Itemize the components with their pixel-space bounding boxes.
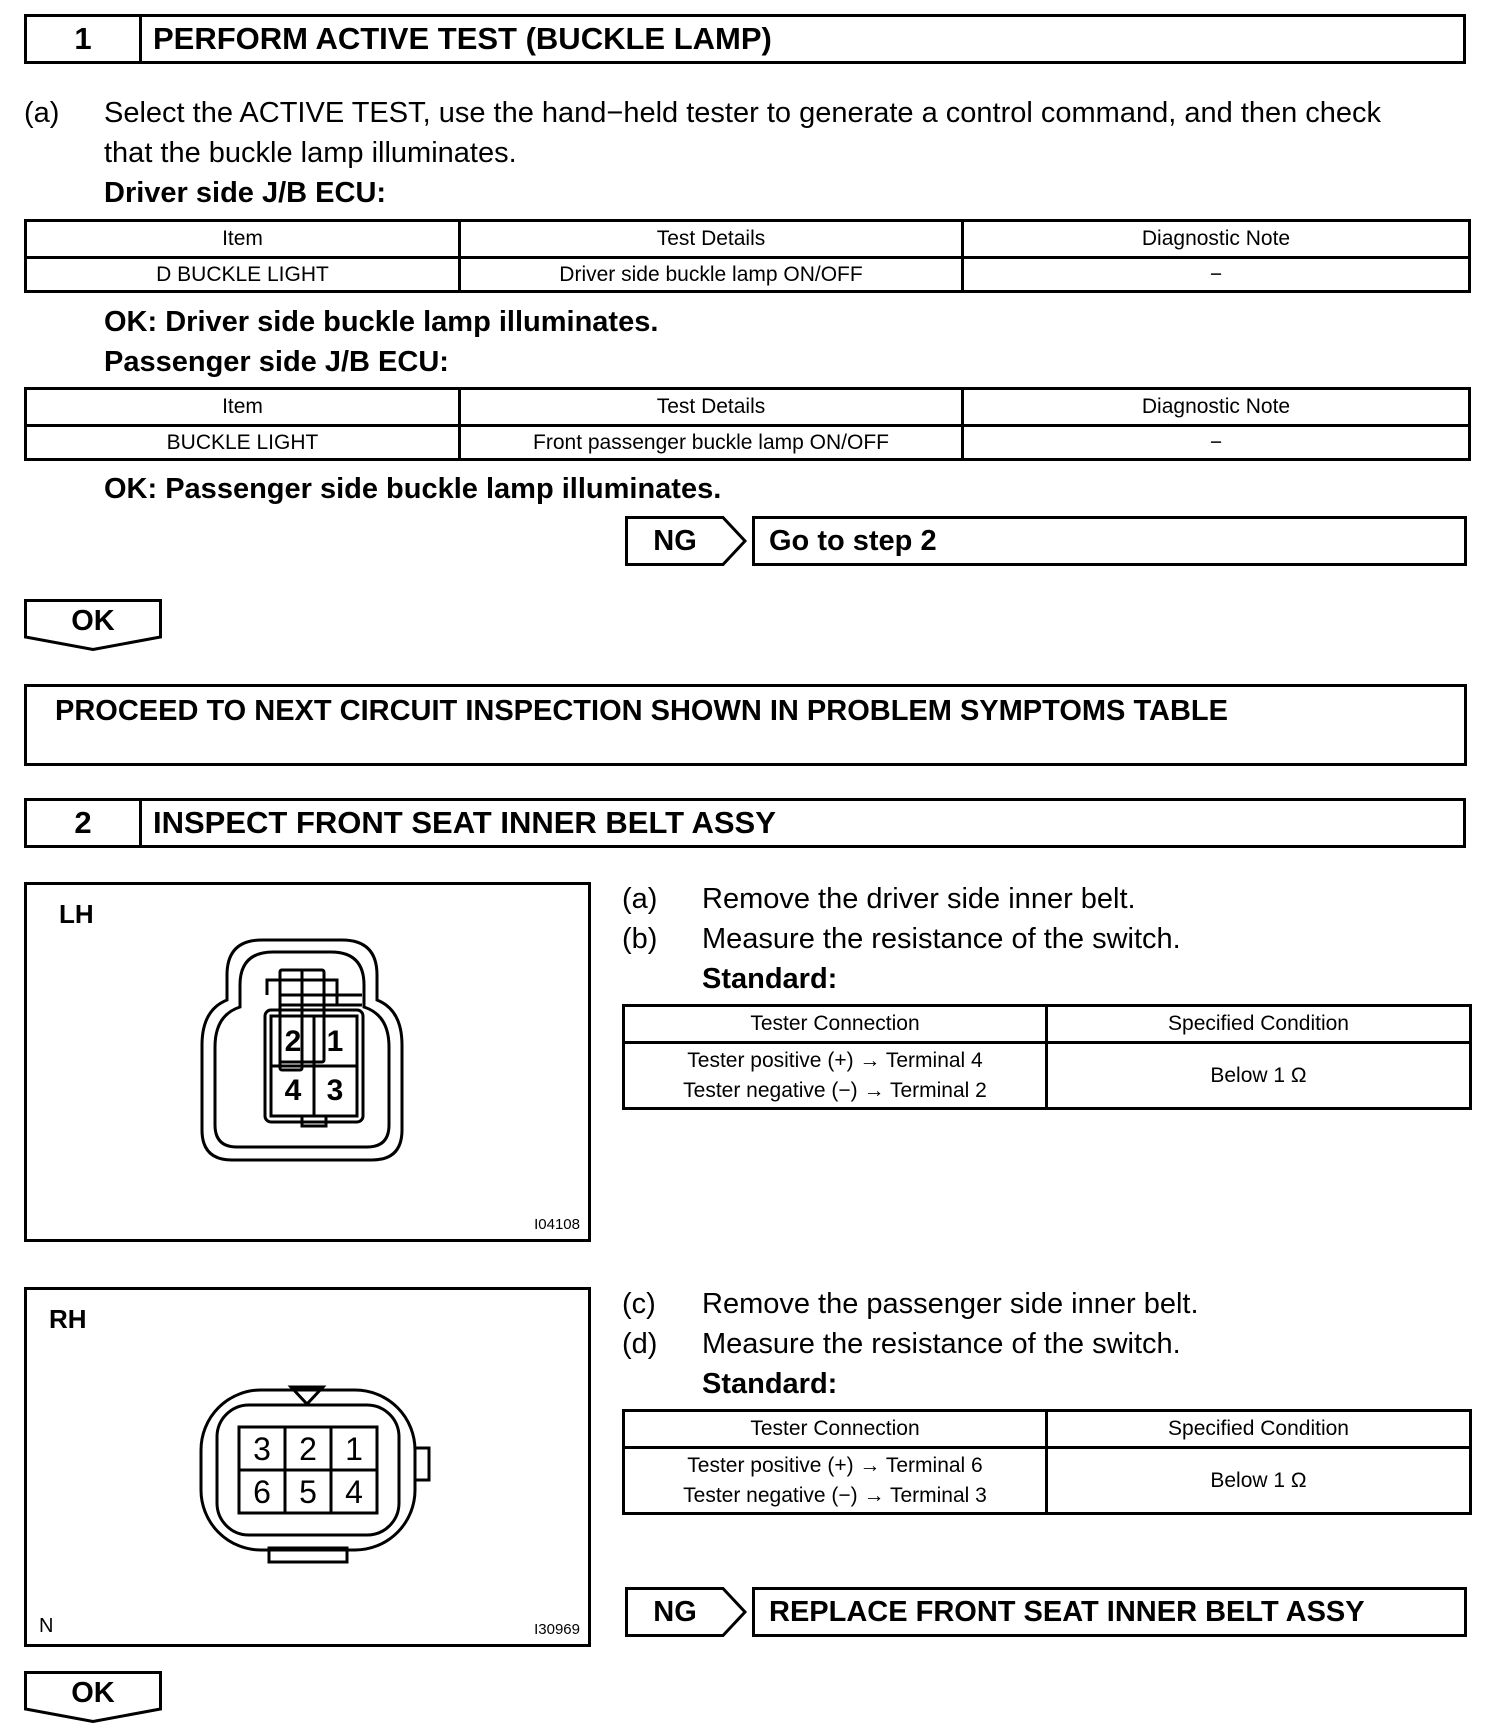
ng-label: NG bbox=[653, 1595, 697, 1628]
standard-heading-1: Standard: bbox=[702, 963, 838, 995]
conn-line-negative: Tester negative (−) → Terminal 3 bbox=[683, 1483, 987, 1507]
passenger-ok-text: OK: Passenger side buckle lamp illuminates. bbox=[104, 473, 722, 505]
header-item: Item bbox=[26, 221, 460, 258]
conn-line-negative: Tester negative (−) → Terminal 2 bbox=[683, 1078, 987, 1102]
step2-ng-branch bbox=[625, 1587, 1467, 1637]
rh-pin-2: 2 bbox=[299, 1430, 317, 1467]
step2-c-text: Remove the passenger side inner belt. bbox=[702, 1288, 1199, 1320]
step2-number: 2 bbox=[27, 801, 142, 845]
cell-diagnostic-note: − bbox=[963, 258, 1470, 292]
lh-pin-4: 4 bbox=[284, 1074, 302, 1107]
rh-pin-6: 6 bbox=[253, 1473, 271, 1510]
cell-test-details: Driver side buckle lamp ON/OFF bbox=[460, 258, 963, 292]
step1-ok-badge bbox=[24, 599, 162, 651]
lh-label: LH bbox=[59, 899, 94, 929]
ok-label: OK bbox=[71, 1676, 115, 1709]
ok-label: OK bbox=[71, 604, 115, 637]
proceed-text: PROCEED TO NEXT CIRCUIT INSPECTION SHOWN IN PROBLEM SYMPTOMS TABLE bbox=[55, 695, 1228, 727]
step2-d-text: Measure the resistance of the switch. bbox=[702, 1328, 1181, 1360]
rh-label: RH bbox=[49, 1304, 87, 1334]
cell-specified-condition: Below 1 Ω bbox=[1047, 1448, 1471, 1514]
step1-number: 1 bbox=[27, 17, 142, 61]
passenger-side-table bbox=[24, 387, 1471, 461]
header-item: Item bbox=[26, 389, 460, 426]
ng-replace-belt: REPLACE FRONT SEAT INNER BELT ASSY bbox=[752, 1587, 1467, 1637]
step1-ng-branch bbox=[625, 516, 1467, 566]
lh-pin-1: 1 bbox=[326, 1025, 344, 1058]
table-row bbox=[26, 426, 1470, 460]
driver-side-table bbox=[24, 219, 1471, 293]
step2-b-text: Measure the resistance of the switch. bbox=[702, 923, 1181, 955]
table-header-row bbox=[624, 1411, 1471, 1448]
lh-connector-figure bbox=[24, 882, 591, 1242]
cell-diagnostic-note: − bbox=[963, 426, 1470, 460]
step2-a-text: Remove the driver side inner belt. bbox=[702, 883, 1136, 915]
rh-corner-mark: N bbox=[39, 1615, 54, 1637]
step2-d-marker: (d) bbox=[622, 1328, 658, 1360]
standard-heading-2: Standard: bbox=[702, 1368, 838, 1400]
cell-tester-connection bbox=[624, 1043, 1047, 1109]
cell-tester-connection bbox=[624, 1448, 1047, 1514]
header-test-details: Test Details bbox=[460, 221, 963, 258]
conn-line-positive: Tester positive (+) → Terminal 6 bbox=[687, 1453, 983, 1477]
cell-item: BUCKLE LIGHT bbox=[26, 426, 460, 460]
driver-ok-text: OK: Driver side buckle lamp illuminates. bbox=[104, 306, 659, 338]
ng-label: NG bbox=[653, 524, 697, 557]
resistance-table-lh bbox=[622, 1004, 1472, 1110]
header-specified-condition: Specified Condition bbox=[1047, 1006, 1471, 1043]
proceed-box bbox=[24, 684, 1467, 766]
step2-b-marker: (b) bbox=[622, 923, 658, 955]
header-specified-condition: Specified Condition bbox=[1047, 1411, 1471, 1448]
step1-item-a-line1: Select the ACTIVE TEST, use the hand−held tester to generate a control command, and then check bbox=[104, 97, 1382, 129]
rh-connector-figure bbox=[24, 1287, 591, 1647]
table-header-row bbox=[624, 1006, 1471, 1043]
lh-pin-2: 2 bbox=[284, 1025, 302, 1058]
cell-test-details: Front passenger buckle lamp ON/OFF bbox=[460, 426, 963, 460]
step1-title: PERFORM ACTIVE TEST (BUCKLE LAMP) bbox=[153, 21, 772, 56]
table-row bbox=[26, 258, 1470, 292]
step2-c-marker: (c) bbox=[622, 1288, 656, 1320]
conn-line-positive: Tester positive (+) → Terminal 4 bbox=[687, 1048, 983, 1072]
table-header-row bbox=[26, 221, 1470, 258]
step1-item-a-line2: that the buckle lamp illuminates. bbox=[104, 137, 517, 169]
step2-ok-badge bbox=[24, 1671, 162, 1723]
resistance-table-rh bbox=[622, 1409, 1472, 1515]
header-diagnostic-note: Diagnostic Note bbox=[963, 389, 1470, 426]
table-header-row bbox=[26, 389, 1470, 426]
header-tester-connection: Tester Connection bbox=[624, 1411, 1047, 1448]
header-tester-connection: Tester Connection bbox=[624, 1006, 1047, 1043]
rh-figure-code: I30969 bbox=[534, 1621, 580, 1638]
header-test-details: Test Details bbox=[460, 389, 963, 426]
step2-a-marker: (a) bbox=[622, 883, 658, 915]
step1-item-a-marker: (a) bbox=[24, 97, 60, 129]
header-diagnostic-note: Diagnostic Note bbox=[963, 221, 1470, 258]
lh-figure-code: I04108 bbox=[534, 1216, 580, 1233]
passenger-side-heading: Passenger side J/B ECU: bbox=[104, 346, 449, 378]
step2-header bbox=[24, 798, 1466, 848]
cell-specified-condition: Below 1 Ω bbox=[1047, 1043, 1471, 1109]
driver-side-heading: Driver side J/B ECU: bbox=[104, 177, 387, 209]
table-row bbox=[624, 1448, 1471, 1514]
step2-title: INSPECT FRONT SEAT INNER BELT ASSY bbox=[153, 805, 776, 840]
table-row bbox=[624, 1043, 1471, 1109]
rh-pin-1: 1 bbox=[345, 1430, 363, 1467]
rh-pin-5: 5 bbox=[299, 1473, 317, 1510]
cell-item: D BUCKLE LIGHT bbox=[26, 258, 460, 292]
rh-pin-3: 3 bbox=[253, 1430, 271, 1467]
rh-pin-4: 4 bbox=[345, 1473, 363, 1510]
lh-pin-3: 3 bbox=[326, 1074, 344, 1107]
ng-go-to-step-2: Go to step 2 bbox=[752, 516, 1467, 566]
step1-header bbox=[24, 14, 1466, 64]
